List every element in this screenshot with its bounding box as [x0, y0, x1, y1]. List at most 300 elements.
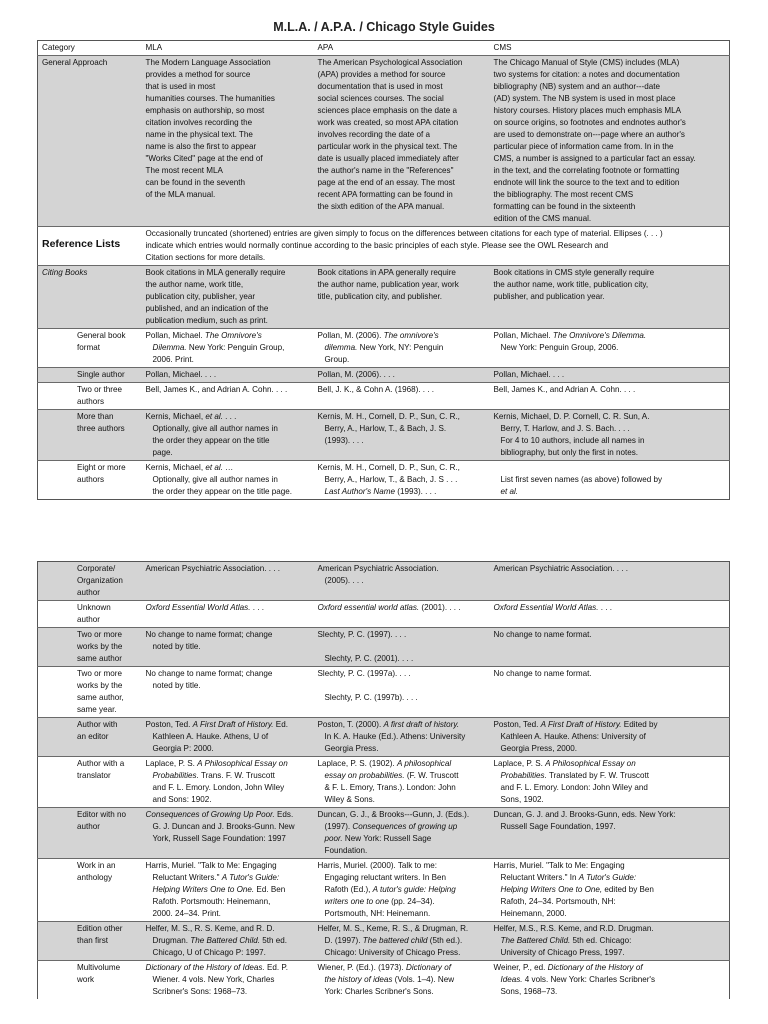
cell-cms [490, 368, 730, 383]
cell-line: Slechty, P. C. (1997a). . . . [317, 669, 411, 678]
table-row [38, 718, 730, 757]
cell-line: No change to name format; change [145, 669, 273, 678]
cell-line: General book [77, 331, 126, 340]
header-category: Category [42, 43, 75, 52]
cell-line: Oxford Essential World Atlas. . . . [493, 603, 612, 612]
table-row [38, 961, 730, 1000]
cell-cms [490, 410, 730, 461]
reference-lists-text [142, 227, 730, 266]
cell-line: G. J. Duncan and J. Brooks-Gunn. New [152, 822, 295, 831]
cell-line: Heinemann, 2000. [500, 909, 567, 918]
cell-line [318, 641, 486, 653]
cell-line: The Modern Language Association [145, 58, 271, 67]
cell-line: writers one to one (pp. 24–34). [324, 897, 435, 906]
cell-line: Berry, A., Harlow, T., & Bach, J. S. [324, 424, 447, 433]
cell-line: poor. New York: Russell Sage [324, 834, 432, 843]
cell-line: Single author [77, 370, 125, 379]
cell-cms [490, 859, 730, 922]
cell-line: Book citations in MLA generally require [145, 268, 286, 277]
cell-line: In K. A. Hauke (Ed.). Athens: University [324, 732, 466, 741]
cell-line: No change to name format; change [145, 630, 273, 639]
cell-line: Slechty, P. C. (1997). . . . [317, 630, 407, 639]
cell-line: Slechty, P. C. (2001). . . . [324, 654, 414, 663]
cell-line: Eight or more [77, 463, 126, 472]
cell-line: Probabilities. Translated by F. W. Truscott [500, 771, 649, 780]
cell-line: particular piece of information came from. In in the [493, 142, 674, 151]
table-row [38, 461, 730, 500]
cell-line: Edition other [77, 924, 123, 933]
cell-line: York, Russell Sage Foundation: 1997 [152, 834, 286, 843]
cell-apa [314, 410, 490, 461]
general-apa [314, 56, 490, 227]
cell-line: 2006. Print. [152, 355, 194, 364]
cell-line: Duncan, G. J. and J. Brooks-Gunn, eds. New York: [493, 810, 676, 819]
cell-line: Drugman. The Battered Child. 5th ed. [152, 936, 288, 945]
cell-line: humanities courses. The humanities [145, 94, 275, 103]
row-label [38, 628, 142, 667]
cell-line: same author [77, 654, 122, 663]
row-label [38, 859, 142, 922]
cell-line: Dictionary of the History of Ideas. Ed. P. [145, 963, 288, 972]
cell-line: works by the [77, 642, 123, 651]
table-row [38, 562, 730, 601]
cell-line: and F. L. Emory. London, John Wiley [152, 783, 285, 792]
cell-line: Pollan, Michael. The Omnivore's Dilemma. [493, 331, 647, 340]
cell-line: Ideas. 4 vols. New York: Charles Scribner's [500, 975, 656, 984]
general-cms [490, 56, 730, 227]
cell-line: and Sons: 1902. [152, 795, 212, 804]
cell-line: formatting can be found in the sixteenth [493, 202, 636, 211]
cell-mla [142, 368, 314, 383]
cell-line: authors [77, 475, 104, 484]
style-table-top [37, 40, 730, 500]
cell-line: Duncan, G. J., & Brooks---Gunn, J. (Eds.). [317, 810, 470, 819]
cell-line: the author name, publication year, work [317, 280, 459, 289]
citing-apa [314, 266, 490, 329]
cell-line: the history of ideas (Vols. 1–4). New [324, 975, 455, 984]
cell-line: the author name, work title, publication city, [493, 280, 649, 289]
cell-line: Probabilities. Trans. F. W. Truscott [152, 771, 275, 780]
cell-line: in the text, and the correlating footnote or formatting [493, 166, 680, 175]
cell-line: Two or more [77, 630, 122, 639]
cell-line: Kernis, M. H., Cornell, D. P., Sun, C. R., [317, 463, 460, 472]
cell-line: citation involves recording the [145, 118, 253, 127]
cell-line: are used to demonstrate on---page where an author's [493, 130, 685, 139]
cell-line: two systems for citation: a notes and documentation [493, 70, 680, 79]
cell-line: Kernis, Michael, et al. . . . [145, 412, 237, 421]
cell-apa [314, 383, 490, 410]
cell-cms [490, 601, 730, 628]
cell-line: No change to name format. [493, 630, 592, 639]
cell-line: Pollan, Michael. . . . [145, 370, 217, 379]
cell-line: Optionally, give all author names in [152, 424, 278, 433]
cell-apa [314, 329, 490, 368]
cell-line: (AD) system. The NB system is used in most place [493, 94, 676, 103]
cell-line: published, and an indication of the [145, 304, 269, 313]
cell-cms [490, 461, 730, 500]
cell-line: Reluctant Writers." A Tutor's Guide: [152, 873, 280, 882]
cell-apa [314, 922, 490, 961]
cell-line: Harris, Muriel. "Talk to Me: Engaging [145, 861, 277, 870]
cell-line: Rafoth (Ed.), A tutor's guide: Helping [324, 885, 456, 894]
cell-line: anthology [77, 873, 113, 882]
cell-line: Wiener, P. (Ed.). (1973). Dictionary of [317, 963, 451, 972]
cell-line: Reluctant Writers." In A Tutor's Guide: [500, 873, 637, 882]
row-label [38, 368, 142, 383]
cell-line: Consequences of Growing Up Poor. Eds. [145, 810, 294, 819]
cell-line: Chicago, U of Chicago P: 1997. [152, 948, 266, 957]
cell-line: the author name, work title, [145, 280, 244, 289]
cell-line: Berry, T. Harlow, and J. S. Bach. . . . [500, 424, 630, 433]
cell-line: sciences place emphasis on the date a [317, 106, 457, 115]
cell-line: Pollan, M. (2006). . . . [317, 370, 395, 379]
cell-line: Kathleen A. Hauke. Athens, U of [152, 732, 269, 741]
cell-line: Optionally, give all author names in [152, 475, 278, 484]
cell-line: Rafoth. Portsmouth: Heinemann, [152, 897, 271, 906]
cell-line: Weiner, P., ed. Dictionary of the History of [493, 963, 643, 972]
cell-line: Citation sections for more details. [145, 253, 266, 262]
cell-cms [490, 922, 730, 961]
cell-line: Author with a [77, 759, 125, 768]
cell-line: New York: Penguin Group, 2006. [500, 343, 619, 352]
row-label [38, 461, 142, 500]
cell-line: (APA) provides a method for source [317, 70, 446, 79]
cell-line: Rafoth, 24–34. Portsmouth, NH: [500, 897, 616, 906]
cell-line: indicate which entries would normally continue according to the basic principles of each style. Please see the OWL Research and [145, 241, 609, 250]
cell-cms [490, 757, 730, 808]
table-row [38, 383, 730, 410]
table-row [38, 628, 730, 667]
cell-cms [490, 329, 730, 368]
cell-line: Bell, J. K., & Cohn A. (1968). . . . [317, 385, 435, 394]
cell-line: Sons, 1968–73. [500, 987, 558, 996]
header-row [38, 41, 730, 56]
rows-top [38, 329, 730, 500]
cell-line: than first [77, 936, 109, 945]
cell-line: American Psychiatric Association. . . . [493, 564, 628, 573]
cell-line: Unknown [77, 603, 111, 612]
cell-line: Engaging reluctant writers. In Ben [324, 873, 446, 882]
cell-line: publication medium, such as print. [145, 316, 268, 325]
row-label [38, 601, 142, 628]
cell-line: noted by title. [152, 642, 201, 651]
table-row [38, 922, 730, 961]
cell-line: Helfer, M.S., R.S. Keme, and R.D. Drugman. [493, 924, 654, 933]
cell-apa [314, 562, 490, 601]
cell-line: endnote will link the source to the text and to edition [493, 178, 680, 187]
reference-lists-row [38, 227, 730, 266]
cell-line: For 4 to 10 authors, include all names in [500, 436, 645, 445]
cell-cms [490, 961, 730, 1000]
row-label [38, 329, 142, 368]
cell-apa [314, 368, 490, 383]
cell-line: Two or three [77, 385, 122, 394]
cell-line: on source origins, so footnotes and endnotes author's [493, 118, 686, 127]
cell-line: Two or more [77, 669, 122, 678]
cell-line: Poston, Ted. A First Draft of History. Edited by [493, 720, 658, 729]
rows-bottom [38, 562, 730, 1000]
cell-line: Helfer, M. S., Keme, R. S., & Drugman, R. [317, 924, 469, 933]
table-row [38, 859, 730, 922]
style-table-bottom [37, 561, 730, 999]
cell-line: the author's name in the "References" [317, 166, 454, 175]
cell-line: Pollan, M. (2006). The omnivore's [317, 331, 439, 340]
cell-line: Helping Writers One to One, edited by Ben [500, 885, 654, 894]
cell-line: Georgia Press, 2000. [500, 744, 577, 753]
cell-line: work [77, 975, 95, 984]
cell-line: provides a method for source [145, 70, 251, 79]
cell-apa [314, 718, 490, 757]
cell-line: Kernis, M. H., Cornell, D. P., Sun, C. R., [317, 412, 460, 421]
cell-line: The American Psychological Association [317, 58, 463, 67]
cell-line: Scribner's Sons: 1968–73. [152, 987, 248, 996]
cell-line: Kernis, Michael, D. P. Cornell, C. R. Sun, A. [493, 412, 650, 421]
cell-line: Multivolume [77, 963, 121, 972]
cell-line: Russell Sage Foundation, 1997. [500, 822, 616, 831]
cell-line: York: Charles Scribner's Sons. [324, 987, 434, 996]
cell-mla [142, 718, 314, 757]
cell-line: Portsmouth, NH: Heinemann. [324, 909, 431, 918]
cell-line: Kathleen A. Hauke. Athens: University of [500, 732, 646, 741]
row-label [38, 922, 142, 961]
table-row [38, 368, 730, 383]
cell-line [318, 680, 486, 692]
row-label [38, 718, 142, 757]
cell-line: Corporate/ [77, 564, 116, 573]
cell-line: Organization [77, 576, 123, 585]
cell-mla [142, 383, 314, 410]
cell-mla [142, 410, 314, 461]
cell-line: Helfer, M. S., R. S. Keme, and R. D. [145, 924, 275, 933]
page-title: M.L.A. / A.P.A. / Chicago Style Guides [273, 20, 495, 34]
cell-line: same year. [77, 705, 117, 714]
citing-cms [490, 266, 730, 329]
cell-cms [490, 628, 730, 667]
cell-apa [314, 859, 490, 922]
cell-line: of the MLA manual. [145, 190, 216, 199]
cell-line: an editor [77, 732, 109, 741]
cell-line: List first seven names (as above) followed by [500, 475, 662, 484]
cell-line: Slechty, P. C. (1997b). . . . [324, 693, 418, 702]
cell-line: page. [152, 448, 173, 457]
cell-cms [490, 667, 730, 718]
cell-line: translator [77, 771, 111, 780]
cell-line: Foundation. [324, 846, 368, 855]
cell-line: Wiener. 4 vols. New York, Charles [152, 975, 275, 984]
cell-line: works by the [77, 681, 123, 690]
cell-line: (1993). . . . [324, 436, 364, 445]
cell-line: No change to name format. [493, 669, 592, 678]
cell-line: The most recent MLA [145, 166, 223, 175]
cell-line: Bell, James K., and Adrian A. Cohn. . . . [493, 385, 636, 394]
cell-line: Helping Writers One to One. Ed. Ben [152, 885, 286, 894]
cell-line: the sixth edition of the APA manual. [317, 202, 445, 211]
header-mla: MLA [145, 43, 163, 52]
cell-mla [142, 859, 314, 922]
cell-line: Book citations in CMS style generally require [493, 268, 655, 277]
cell-mla [142, 667, 314, 718]
cell-line: Wiley & Sons. [324, 795, 375, 804]
cell-line: author [77, 588, 100, 597]
table-row [38, 808, 730, 859]
row-label [38, 562, 142, 601]
cell-cms [490, 383, 730, 410]
cell-line: Pollan, Michael. The Omnivore's [145, 331, 262, 340]
cell-line: recent APA formatting can be found in [317, 190, 453, 199]
cell-line: can be found in the seventh [145, 178, 245, 187]
cell-line: noted by title. [152, 681, 201, 690]
cell-line: name is also the first to appear [145, 142, 257, 151]
general-mla [142, 56, 314, 227]
cell-line: Kernis, Michael, et al. … [145, 463, 234, 472]
cell-line: name in the physical text. The [145, 130, 253, 139]
row-label [38, 383, 142, 410]
cell-line: The Battered Child. 5th ed. Chicago: [500, 936, 632, 945]
cell-line: publication city, publisher, year [145, 292, 256, 301]
cell-line: that is used in most [145, 82, 216, 91]
table-row [38, 667, 730, 718]
cell-line: the bibliography. The most recent CMS [493, 190, 634, 199]
cell-line: & F. L. Emory, Trans.). London: John [324, 783, 456, 792]
cell-line: University of Chicago Press, 1997. [500, 948, 625, 957]
cell-line: particular work in the physical text. The [317, 142, 458, 151]
cell-line: work was created, so most APA citation [317, 118, 459, 127]
cell-line: title, publication city, and publisher. [317, 292, 442, 301]
cell-mla [142, 808, 314, 859]
citing-books-row [38, 266, 730, 329]
cell-line: CMS, a number is assigned to a particular fact an essay. [493, 154, 696, 163]
cell-line: Bell, James K., and Adrian A. Cohn. . . . [145, 385, 288, 394]
cell-line: bibliography (NB) system and an author---date [493, 82, 660, 91]
cell-line: Pollan, Michael. . . . [493, 370, 565, 379]
cell-apa [314, 601, 490, 628]
cell-line: dilemma. New York, NY: Penguin [324, 343, 444, 352]
cell-line: (2005). . . . [324, 576, 364, 585]
cell-line: Harris, Muriel. (2000). Talk to me: [317, 861, 437, 870]
cell-line: Laplace, P. S. A Philosophical Essay on [493, 759, 636, 768]
cell-line: The Chicago Manual of Style (CMS) includes (MLA) [493, 58, 680, 67]
header-apa: APA [317, 43, 334, 52]
cell-mla [142, 628, 314, 667]
cell-line: 2000. 24–34. Print. [152, 909, 221, 918]
cell-line: publisher, and publication year. [493, 292, 605, 301]
cell-line: et al. [500, 487, 519, 496]
cell-line: Oxford Essential World Atlas. . . . [145, 603, 264, 612]
cell-cms [490, 808, 730, 859]
cell-line: Book citations in APA generally require [317, 268, 456, 277]
cell-line: Poston, T. (2000). A first draft of history. [317, 720, 460, 729]
cell-mla [142, 601, 314, 628]
cell-line: Author with [77, 720, 118, 729]
cell-cms [490, 562, 730, 601]
cell-line: Sons, 1902. [500, 795, 544, 804]
cell-line: Berry, A., Harlow, T., & Bach, J. S . . . [324, 475, 458, 484]
cell-line: Dilemma. New York: Penguin Group, [152, 343, 285, 352]
cell-line: documentation that is used in most [317, 82, 443, 91]
cell-line: emphasis on authorship, so most [145, 106, 265, 115]
table-row [38, 410, 730, 461]
general-approach-row [38, 56, 730, 227]
cell-apa [314, 757, 490, 808]
row-label [38, 667, 142, 718]
cell-line: social sciences courses. The social [317, 94, 444, 103]
cell-line: author [77, 822, 100, 831]
cell-cms [490, 718, 730, 757]
cell-line: date is usually placed immediately after [317, 154, 459, 163]
cell-line: (1997). Consequences of growing up [324, 822, 458, 831]
cell-line: the order they appear on the title [152, 436, 270, 445]
cell-line: American Psychiatric Association. . . . [145, 564, 280, 573]
cell-line: same author, [77, 693, 124, 702]
cell-line: Poston, Ted. A First Draft of History. Ed. [145, 720, 288, 729]
cell-mla [142, 922, 314, 961]
citing-mla [142, 266, 314, 329]
cell-line: Harris, Muriel. "Talk to Me: Engaging [493, 861, 625, 870]
table-row [38, 601, 730, 628]
cell-mla [142, 329, 314, 368]
cell-line: Georgia P: 2000. [152, 744, 214, 753]
cell-apa [314, 961, 490, 1000]
reference-lists-heading: Reference Lists [38, 227, 142, 266]
general-approach-label: General Approach [38, 56, 142, 227]
cell-line: page at the end of an essay. The most [317, 178, 455, 187]
cell-line: Editor with no [77, 810, 127, 819]
cell-line [494, 462, 726, 474]
cell-line: More than [77, 412, 114, 421]
row-label [38, 961, 142, 1000]
cell-mla [142, 757, 314, 808]
cell-line: Chicago: University of Chicago Press. [324, 948, 461, 957]
cell-line: Work in an [77, 861, 116, 870]
cell-line: Occasionally truncated (shortened) entries are given simply to focus on the differences between citations for each type of material. Ellipses (. . . ) [145, 229, 663, 238]
cell-line: Georgia Press. [324, 744, 379, 753]
cell-line: essay on probabilities. (F. W. Truscott [324, 771, 459, 780]
cell-line: involves recording the date of a [317, 130, 430, 139]
row-label [38, 410, 142, 461]
cell-apa [314, 667, 490, 718]
cell-line: bibliography, but only the first in notes. [500, 448, 639, 457]
cell-line: history courses. History places much emphasis MLA [493, 106, 682, 115]
cell-line: edition of the CMS manual. [493, 214, 592, 223]
cell-line: and F. L. Emory. London: John Wiley and [500, 783, 648, 792]
cell-line: authors [77, 397, 104, 406]
header-cms: CMS [493, 43, 512, 52]
cell-mla [142, 562, 314, 601]
cell-mla [142, 461, 314, 500]
cell-line: Oxford essential world atlas. (2001). . . . [317, 603, 461, 612]
cell-line: D. (1997). The battered child (5th ed.). [324, 936, 463, 945]
row-label [38, 808, 142, 859]
cell-line: the order they appear on the title page. [152, 487, 292, 496]
table-row [38, 757, 730, 808]
cell-apa [314, 808, 490, 859]
cell-line: author [77, 615, 100, 624]
cell-line: Last Author's Name (1993). . . . [324, 487, 437, 496]
cell-line: three authors [77, 424, 125, 433]
row-label [38, 757, 142, 808]
cell-apa [314, 461, 490, 500]
cell-mla [142, 961, 314, 1000]
cell-line: "Works Cited" page at the end of [145, 154, 263, 163]
cell-line: format [77, 343, 100, 352]
citing-books-label: Citing Books [38, 266, 142, 329]
cell-line: Laplace, P. S. (1902). A philosophical [317, 759, 452, 768]
cell-line: Group. [324, 355, 350, 364]
cell-apa [314, 628, 490, 667]
table-row [38, 329, 730, 368]
cell-line: American Psychiatric Association. [317, 564, 439, 573]
cell-line: Laplace, P. S. A Philosophical Essay on [145, 759, 288, 768]
